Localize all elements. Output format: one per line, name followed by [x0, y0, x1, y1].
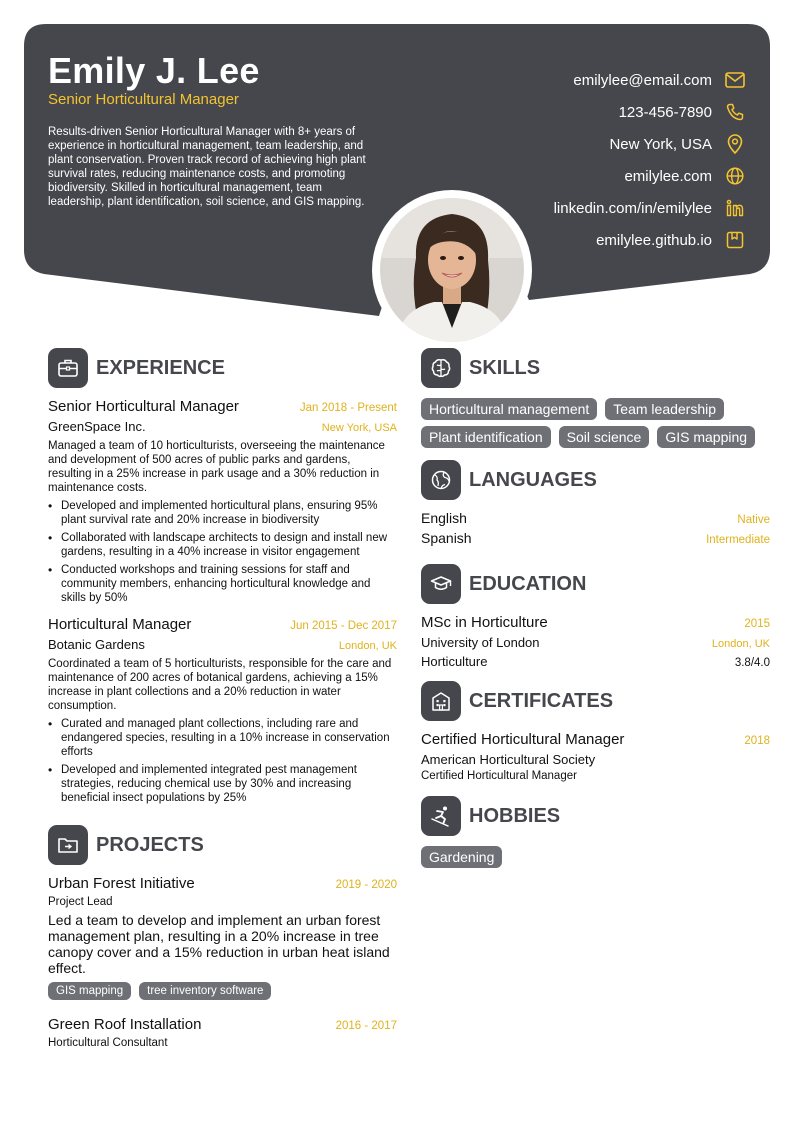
job-title-headline: Senior Horticultural Manager [48, 91, 239, 108]
project-tag: tree inventory software [139, 982, 271, 1000]
resume-header [24, 24, 770, 324]
experience-title: EXPERIENCE [96, 356, 225, 379]
experience-job-title: Senior Horticultural Manager [48, 398, 239, 415]
skills-section-header [421, 348, 770, 388]
briefcase-icon [48, 348, 88, 388]
skill-tag: Team leadership [605, 398, 724, 420]
project-entry [48, 875, 397, 1006]
skier-icon [421, 796, 461, 836]
hobbies-title: HOBBIES [469, 804, 561, 827]
contact-github-text: emilylee.github.io [596, 231, 712, 249]
experience-location: London, UK [338, 640, 397, 652]
list-item: • Developed and implemented horticultural plans, ensuring 95% plant survival rate and 20% increase in biodiversity [48, 499, 397, 527]
language-item [421, 530, 770, 550]
hobbies-tags [421, 846, 770, 874]
education-degree: MSc in Horticulture [421, 614, 548, 631]
profile-photo [372, 190, 532, 350]
experience-bullets [48, 499, 397, 605]
language-level: Native [737, 514, 770, 526]
contact-website-text: emilylee.com [624, 167, 712, 185]
avatar [380, 198, 524, 342]
education-section-header [421, 564, 770, 604]
projects-title: PROJECTS [96, 833, 204, 856]
projects-section-header [48, 825, 397, 865]
folder-icon [48, 825, 88, 865]
project-role: Horticultural Consultant [48, 1037, 168, 1049]
certificate-entry [421, 731, 770, 782]
education-field: Horticulture [421, 654, 488, 669]
skills-title: SKILLS [469, 356, 541, 379]
certificates-section-header [421, 681, 770, 721]
graduation-cap-icon [421, 564, 461, 604]
left-column [48, 348, 397, 1049]
contact-website[interactable] [554, 160, 746, 192]
education-school: University of London [421, 635, 540, 650]
language-name: English [421, 510, 467, 526]
experience-entry [48, 398, 397, 605]
right-column [421, 348, 770, 874]
contact-github[interactable] [554, 224, 746, 256]
experience-description: Coordinated a team of 5 horticulturists, responsible for the care and maintenance of 200 acres of botanical gardens, achieving a 15% increase in plant collections and a 20% reduction in water consumption. [48, 658, 392, 712]
skill-tag: Plant identification [421, 426, 551, 448]
globe-icon [724, 165, 746, 187]
contact-linkedin[interactable] [554, 192, 746, 224]
language-level: Intermediate [706, 534, 770, 546]
location-pin-icon [724, 133, 746, 155]
contact-linkedin-text: linkedin.com/in/emilylee [553, 199, 712, 217]
experience-entry [48, 616, 397, 805]
language-globe-icon [421, 460, 461, 500]
education-entry [421, 614, 770, 669]
full-name: Emily J. Lee [48, 50, 260, 91]
hobby-tag: Gardening [421, 846, 502, 868]
skill-tag: GIS mapping [657, 426, 755, 448]
experience-dates: Jun 2015 - Dec 2017 [290, 620, 397, 632]
education-title: EDUCATION [469, 572, 587, 595]
project-role: Project Lead [48, 896, 113, 908]
experience-dates: Jan 2018 - Present [299, 402, 397, 414]
language-name: Spanish [421, 530, 472, 546]
skill-tag: Soil science [559, 426, 650, 448]
project-description: Led a team to develop and implement an urban forest management plan, resulting in a 20% increase in tree canopy cover and a 15% reduction in urban heat island effect. [48, 912, 390, 976]
education-location: London, UK [711, 638, 770, 650]
list-item: • Curated and managed plant collections, including rare and endangered species, resulting in a 10% increase in conservation efforts [48, 717, 397, 759]
linkedin-icon [724, 197, 746, 219]
experience-bullets [48, 717, 397, 805]
experience-section-header [48, 348, 397, 388]
profile-summary: Results-driven Senior Horticultural Manager with 8+ years of experience in horticultural management, team leadership, and plant conservation. Proven track record of achieving high plant survival rates, reducing maintenance costs, and promoting biodiversity. Skilled in horticultural management, team leadership, plant identification, soil science, and GIS mapping. [48, 126, 366, 208]
phone-icon [724, 101, 746, 123]
experience-job-title: Horticultural Manager [48, 616, 192, 633]
certificate-detail: Certified Horticultural Manager [421, 770, 577, 782]
languages-title: LANGUAGES [469, 468, 597, 491]
experience-company: GreenSpace Inc. [48, 419, 146, 434]
education-year: 2015 [744, 618, 770, 630]
experience-location: New York, USA [321, 422, 397, 434]
project-title: Green Roof Installation [48, 1016, 202, 1033]
contact-phone-text: 123-456-7890 [618, 103, 712, 121]
list-item: • Collaborated with landscape architects to design and install new gardens, resulting in a 40% increase in visitor engagement [48, 531, 397, 559]
project-dates: 2016 - 2017 [335, 1020, 397, 1032]
project-entry [48, 1016, 397, 1049]
brain-icon [421, 348, 461, 388]
contact-email[interactable] [554, 64, 746, 96]
contact-email-text: emilylee@email.com [573, 71, 712, 89]
hobbies-section-header [421, 796, 770, 836]
education-gpa: 3.8/4.0 [734, 657, 770, 669]
certificates-title: CERTIFICATES [469, 689, 614, 712]
contact-location [554, 128, 746, 160]
contact-location-text: New York, USA [609, 135, 712, 153]
experience-company: Botanic Gardens [48, 637, 145, 652]
project-tags [48, 982, 397, 1006]
certificate-name: Certified Horticultural Manager [421, 731, 625, 748]
project-tag: GIS mapping [48, 982, 131, 1000]
experience-description: Managed a team of 10 horticulturists, overseeing the maintenance and development of 500 acres of public parks and gardens, resulting in a 25% increase in park usage and a 30% reduction in maintenance costs. [48, 440, 385, 494]
languages-section-header [421, 460, 770, 500]
contact-list [554, 64, 746, 256]
skill-tag: Horticultural management [421, 398, 597, 420]
project-dates: 2019 - 2020 [335, 879, 397, 891]
language-item [421, 510, 770, 530]
certificate-year: 2018 [744, 735, 770, 747]
skills-tags [421, 398, 770, 454]
languages-list [421, 510, 770, 550]
bookmark-icon [724, 229, 746, 251]
list-item: • Developed and implemented integrated pest management strategies, reducing chemical use by 30% and increasing beneficial insect populations by 25% [48, 763, 397, 805]
mail-icon [724, 69, 746, 91]
list-item: • Conducted workshops and training sessions for staff and community members, enhancing horticultural knowledge and skills by 50% [48, 563, 397, 605]
contact-phone[interactable] [554, 96, 746, 128]
certificate-issuer: American Horticultural Society [421, 752, 596, 767]
project-title: Urban Forest Initiative [48, 875, 195, 892]
building-icon [421, 681, 461, 721]
